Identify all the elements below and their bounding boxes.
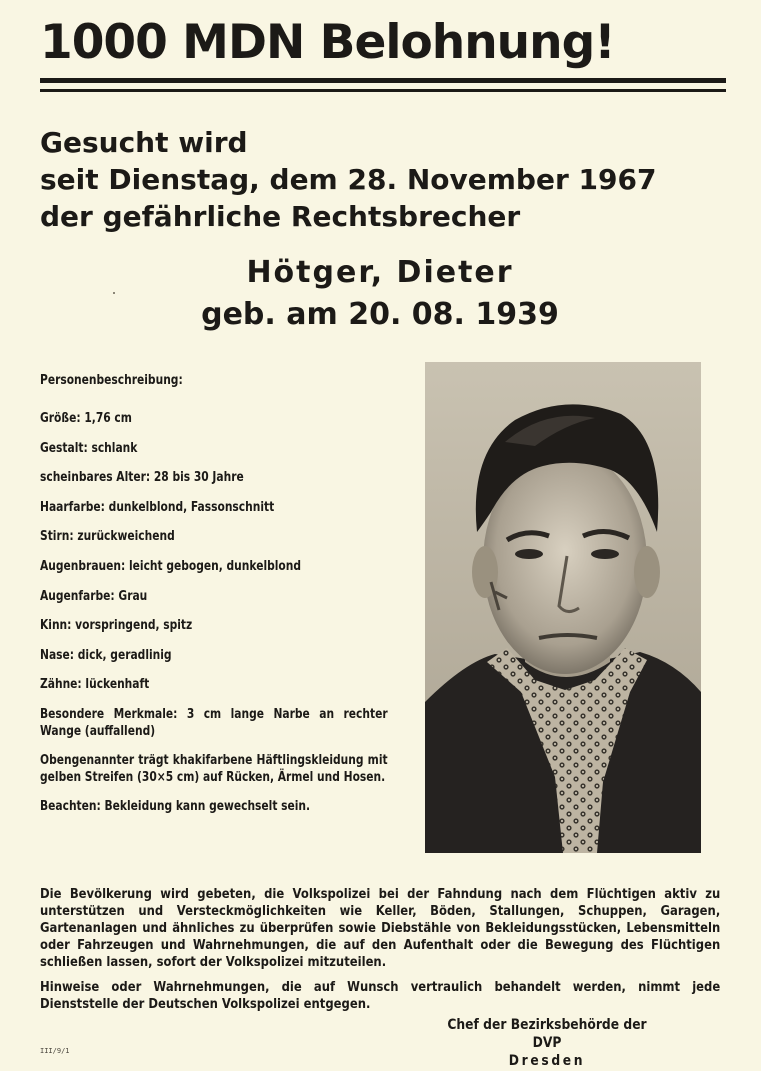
description-row: Augenfarbe: Grau (40, 587, 148, 604)
headline-rule (40, 78, 726, 92)
suspect-birthdate: geb. am 20. 08. 1939 (201, 297, 559, 332)
description-row: Haarfarbe: dunkelblond, Fassonschnitt (40, 498, 275, 515)
description-heading: Personenbeschreibung: (40, 372, 183, 388)
print-code: III/9/1 (40, 1047, 70, 1055)
suspect-photo (425, 362, 701, 853)
description-row: scheinbares Alter: 28 bis 30 Jahre (40, 469, 244, 486)
description-row: Stirn: zurückweichend (40, 528, 175, 545)
description-row: Augenbrauen: leicht gebogen, dunkelblond (40, 557, 302, 574)
issuer-title: Chef der Bezirksbehörde der DVP (447, 1017, 647, 1051)
appeal-paragraph: Die Bevölkerung wird gebeten, die Volkspolizei bei der Fahndung nach dem Flüchtigen aktiv zu unterstützen und Versteckmöglichkeiten wie Keller, Böden, Stallungen, Schuppen, Garagen, Gartenanlagen und ähnliches zu überprüfen sowie Diebstähle von Bekleidungsstücken, Lebensmitteln oder Fahrzeugen und Wahrnehmungen, die auf den Aufenthalt oder die Bewegung des Flüchtigen schließen lassen, sofort der Volkspolizei mitzuteilen. (40, 887, 721, 970)
clothing-note: Beachten: Bekleidung kann gewechselt sein. (40, 797, 311, 814)
wanted-line-3: der gefährliche Rechtsbrecher (40, 200, 521, 233)
suspect-identity (160, 252, 600, 336)
description-row: Nase: dick, geradlinig (40, 646, 172, 663)
description-row: Größe: 1,76 cm (40, 410, 132, 426)
paper-speck (113, 292, 115, 294)
wanted-statement (40, 124, 740, 235)
suspect-name: Hötger, Dieter (246, 255, 514, 290)
public-appeal (40, 886, 720, 1021)
issuer-city: Dresden (508, 1053, 586, 1069)
issuer-signature (446, 1016, 648, 1070)
clothing-description: Obengenannter trägt khakifarbene Häftlingskleidung mit gelben Streifen (30×5 cm) auf Rücken, Ärmel und Hosen. (40, 751, 388, 785)
distinguishing-marks: Besondere Merkmale: 3 cm lange Narbe an rechter Wange (auffallend) (40, 705, 388, 739)
wanted-line-1: Gesucht wird (40, 126, 248, 159)
wanted-line-2: seit Dienstag, dem 28. November 1967 (40, 163, 657, 196)
reward-headline: 1000 MDN Belohnung! (40, 15, 615, 70)
description-row: Zähne: lückenhaft (40, 676, 150, 693)
description-list (40, 372, 388, 827)
contact-paragraph: Hinweise oder Wahrnehmungen, die auf Wunsch vertraulich behandelt werden, nimmt jede Dienststelle der Deutschen Volkspolizei entgegen. (40, 980, 721, 1012)
description-row: Gestalt: schlank (40, 439, 138, 456)
description-row: Kinn: vorspringend, spitz (40, 617, 193, 634)
